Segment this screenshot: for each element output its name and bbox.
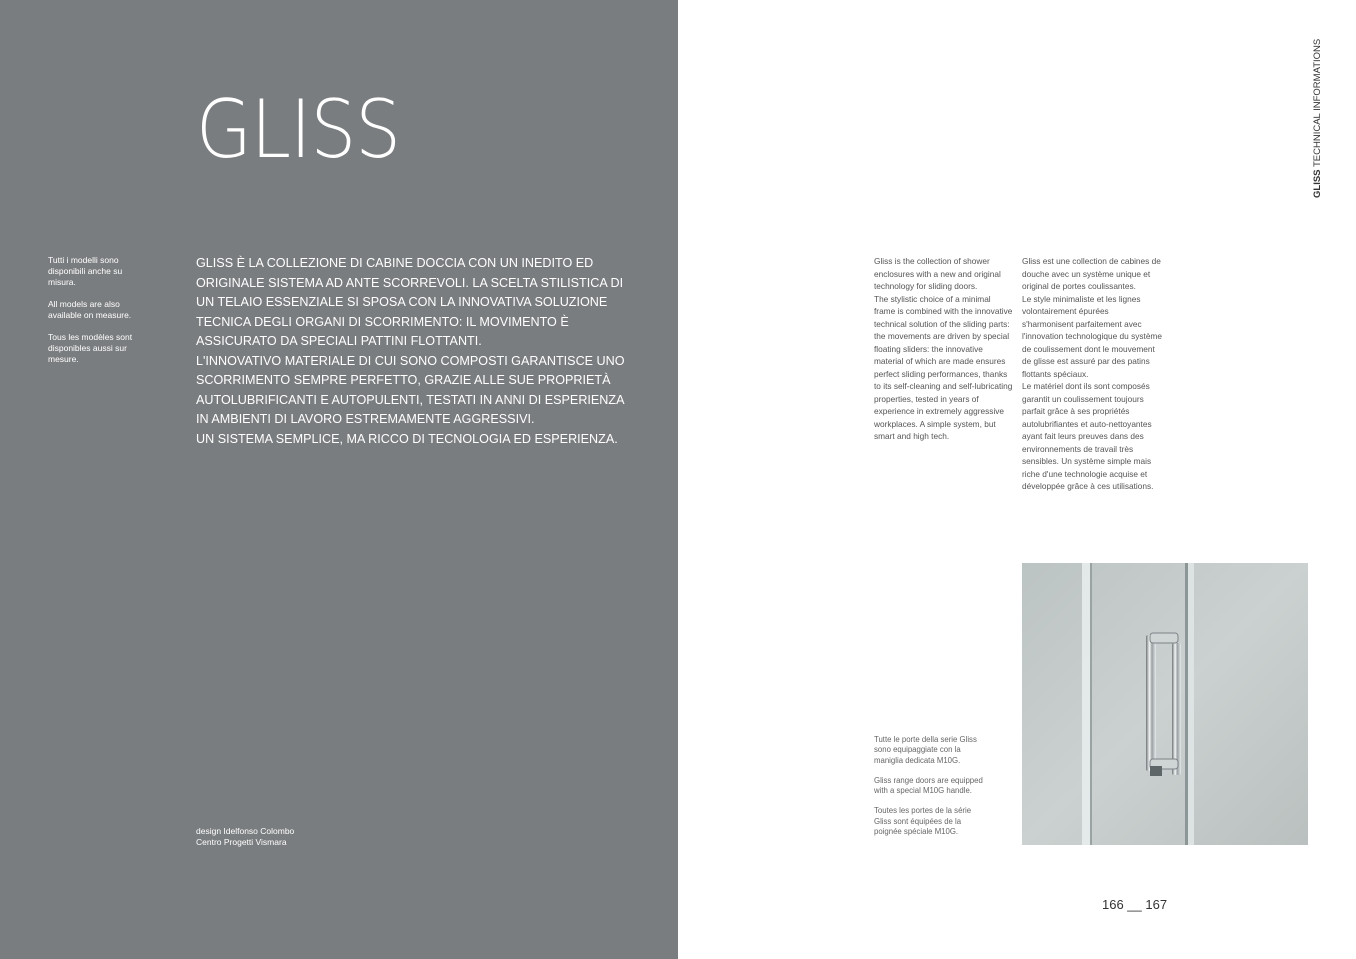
photo-caption [874, 735, 984, 847]
page-title: GLISS [196, 83, 401, 176]
text-column-english: Gliss is the collection of shower enclosures with a new and original technology for sliding doors. The stylistic choice of a minimal frame is combined with the innovative technical solution of the sliding parts: the movements are driven by special floating sliders: the innovative material of which are made ensures perfect sliding performances, thanks to its self-cleaning and self-lubricating properties, tested in years of experience in extremely aggressive workplaces. A simple system, but smart and high tech. [874, 256, 1013, 441]
handle-illustration [1022, 563, 1308, 845]
note-french: Tous les modèles sont disponibles aussi sur mesure. [48, 332, 133, 364]
shower-door-handle-photo [1022, 563, 1308, 845]
section-header-text [1310, 38, 1326, 198]
section-header [1310, 38, 1326, 198]
intro-text-italian: GLISS È LA COLLEZIONE DI CABINE DOCCIA CON UN INEDITO ED ORIGINALE SISTEMA AD ANTE SCORREVOLI. LA SCELTA STILISTICA DI UN TELAIO ESSENZIALE SI SPOSA CON LA INNOVATIVA SOLUZIONE TECNICA DEGLI ORGANI DI SCORRIMENTO: IL MOVIMENTO È ASSICURATO DA SPECIALI PATTINI FLOTTANTI. L'INNOVATIVO MATERIALE DI CUI SONO COMPOSTI GARANTISCE UNO SCORRIMENTO SEMPRE PERFETTO, GRAZIE ALLE SUE PROPRIETÀ AUTOLUBRIFICANTI E AUTOPULENTI, TESTATI IN ANNI DI ESPERIENZA IN AMBIENTI DI LAVORO ESTREMAMENTE AGGRESSIVI. UN SISTEMA SEMPLICE, MA RICCO DI TECNOLOGIA ED ESPERIENZA. [196, 256, 625, 446]
page-numbers: 166 __ 167 [1102, 897, 1168, 912]
caption-english: Gliss range doors are equipped with a special M10G handle. [874, 775, 983, 796]
section-header-bold: GLISS [1312, 169, 1323, 198]
availability-notes [48, 255, 138, 376]
credit-designer: design Idelfonso Colombo [196, 826, 295, 836]
caption-french: Toutes les portes de la série Gliss sont équipées de la poignée spéciale M10G. [874, 806, 972, 837]
caption-italian: Tutte le porte della serie Gliss sono equipaggiate con la maniglia dedicata M10G. [874, 735, 977, 765]
note-italian: Tutti i modelli sono disponibili anche su misura. [48, 255, 123, 287]
design-credits [196, 826, 396, 848]
credit-studio: Centro Progetti Vismara [196, 837, 287, 847]
note-english: All models are also available on measure. [48, 299, 132, 320]
section-header-rest: TECHNICAL INFORMATIONS [1312, 38, 1323, 170]
text-column-french: Gliss est une collection de cabines de douche avec un système unique et original de portes coulissantes. Le style minimaliste et les lignes volontairement épurées s'harmonisent parfaitement avec l'innovation technologique du système de coulissement dont le mouvement de glisse est assuré par des patins flottants spéciaux. Le matériel dont ils sont composés garantit un coulissement toujours parfait grâce à ses propriétés autolubrifiantes et auto-nettoyantes ayant fait leurs preuves dans des environnements de travail très sensibles. Un système simple mais riche d'une technologie acquise et développée grâce à ces utilisations. [1022, 256, 1162, 491]
